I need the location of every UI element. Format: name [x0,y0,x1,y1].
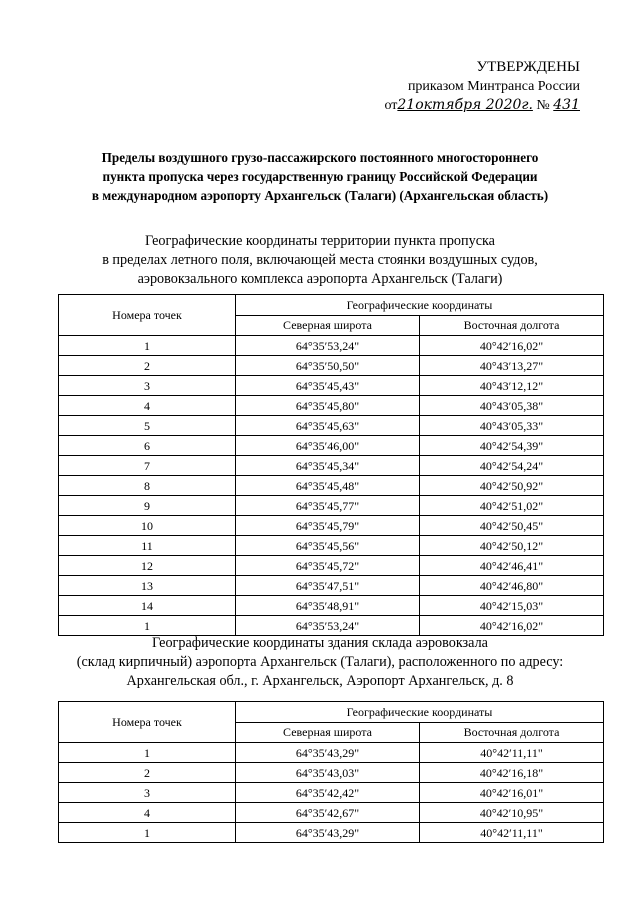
header-coords: Географические координаты [236,295,604,316]
table-row [59,456,604,476]
table-row [59,336,604,356]
table-row [59,516,604,536]
latitude-cell: 64°35′47,51" [236,576,420,596]
table-row [59,616,604,636]
latitude-cell: 64°35′45,72" [236,556,420,576]
point-number: 4 [59,396,236,416]
longitude-cell: 40°42′11,11" [420,823,604,843]
point-number: 2 [59,356,236,376]
latitude-cell: 64°35′53,24" [236,336,420,356]
latitude-cell: 64°35′50,50" [236,356,420,376]
approval-number-label: № [536,98,550,113]
point-number: 4 [59,803,236,823]
point-number: 1 [59,823,236,843]
longitude-cell: 40°42′10,95" [420,803,604,823]
section2-line-2: (склад кирпичный) аэропорта Архангельск (Талаги), расположенного по адресу: [76,654,564,670]
table-row [59,396,604,416]
table-row [59,476,604,496]
point-number: 9 [59,496,236,516]
section2-heading [30,634,610,691]
longitude-cell: 40°42′50,12" [420,536,604,556]
title-line-3: в международном аэропорту Архангельск (Талаги) (Архангельская область) [91,188,549,203]
table-row [59,356,604,376]
table-row [59,823,604,843]
point-number: 3 [59,376,236,396]
table-row [59,496,604,516]
latitude-cell: 64°35′42,42" [236,783,420,803]
approval-heading: УТВЕРЖДЕНЫ [476,59,580,75]
point-number: 5 [59,416,236,436]
longitude-cell: 40°43′13,27" [420,356,604,376]
header-lon: Восточная долгота [420,315,604,336]
longitude-cell: 40°42′16,02" [420,616,604,636]
table-row [59,783,604,803]
header-points: Номера точек [59,702,236,743]
section1-line-2: в пределах летного поля, включающей места стоянки воздушных судов, [102,252,538,268]
latitude-cell: 64°35′42,67" [236,803,420,823]
longitude-cell: 40°42′46,41" [420,556,604,576]
table-row [59,803,604,823]
latitude-cell: 64°35′43,29" [236,743,420,763]
approval-date-line [384,96,580,115]
section1-line-3: аэровокзального комплекса аэропорта Архангельск (Талаги) [137,271,503,287]
point-number: 11 [59,536,236,556]
latitude-cell: 64°35′48,91" [236,596,420,616]
approval-date-prefix: от [384,98,398,113]
table-row [59,536,604,556]
section1-heading [30,232,610,289]
longitude-cell: 40°42′15,03" [420,596,604,616]
coordinates-table-warehouse [58,701,604,843]
latitude-cell: 64°35′45,77" [236,496,420,516]
handwritten-number: 431 [553,97,580,113]
longitude-cell: 40°43′05,38" [420,396,604,416]
point-number: 10 [59,516,236,536]
point-number: 6 [59,436,236,456]
point-number: 12 [59,556,236,576]
header-lat: Северная широта [236,722,420,743]
latitude-cell: 64°35′45,34" [236,456,420,476]
latitude-cell: 64°35′45,48" [236,476,420,496]
header-lon: Восточная долгота [420,722,604,743]
title-line-1: Пределы воздушного грузо-пассажирского постоянного многостороннего [101,150,539,165]
point-number: 1 [59,743,236,763]
point-number: 14 [59,596,236,616]
longitude-cell: 40°42′51,02" [420,496,604,516]
table-row [59,556,604,576]
handwritten-date: 21октября 2020г. [397,97,533,113]
table-row [59,436,604,456]
point-number: 1 [59,336,236,356]
document-title [40,148,600,205]
point-number: 13 [59,576,236,596]
approval-block [384,58,580,115]
section1-line-1: Географические координаты территории пункта пропуска [145,233,495,249]
longitude-cell: 40°42′50,45" [420,516,604,536]
table-row [59,763,604,783]
point-number: 7 [59,456,236,476]
longitude-cell: 40°42′11,11" [420,743,604,763]
title-line-2: пункта пропуска через государственную границу Российской Федерации [102,169,538,184]
longitude-cell: 40°42′54,24" [420,456,604,476]
table-row [59,596,604,616]
coordinates-table-airfield [58,294,604,636]
latitude-cell: 64°35′45,43" [236,376,420,396]
section2-line-1: Географические координаты здания склада аэровокзала [152,635,488,651]
longitude-cell: 40°42′46,80" [420,576,604,596]
table-row [59,743,604,763]
table-row [59,576,604,596]
header-points: Номера точек [59,295,236,336]
latitude-cell: 64°35′45,63" [236,416,420,436]
latitude-cell: 64°35′46,00" [236,436,420,456]
longitude-cell: 40°42′16,01" [420,783,604,803]
longitude-cell: 40°42′54,39" [420,436,604,456]
latitude-cell: 64°35′45,56" [236,536,420,556]
table-row [59,416,604,436]
latitude-cell: 64°35′43,03" [236,763,420,783]
table-row [59,376,604,396]
longitude-cell: 40°42′16,02" [420,336,604,356]
latitude-cell: 64°35′43,29" [236,823,420,843]
longitude-cell: 40°43′12,12" [420,376,604,396]
header-coords: Географические координаты [236,702,604,723]
longitude-cell: 40°43′05,33" [420,416,604,436]
header-lat: Северная широта [236,315,420,336]
longitude-cell: 40°42′16,18" [420,763,604,783]
latitude-cell: 64°35′53,24" [236,616,420,636]
approval-order-line: приказом Минтранса России [407,79,580,94]
point-number: 2 [59,763,236,783]
point-number: 8 [59,476,236,496]
point-number: 3 [59,783,236,803]
latitude-cell: 64°35′45,79" [236,516,420,536]
point-number: 1 [59,616,236,636]
latitude-cell: 64°35′45,80" [236,396,420,416]
section2-line-3: Архангельская обл., г. Архангельск, Аэропорт Архангельск, д. 8 [126,673,514,689]
longitude-cell: 40°42′50,92" [420,476,604,496]
